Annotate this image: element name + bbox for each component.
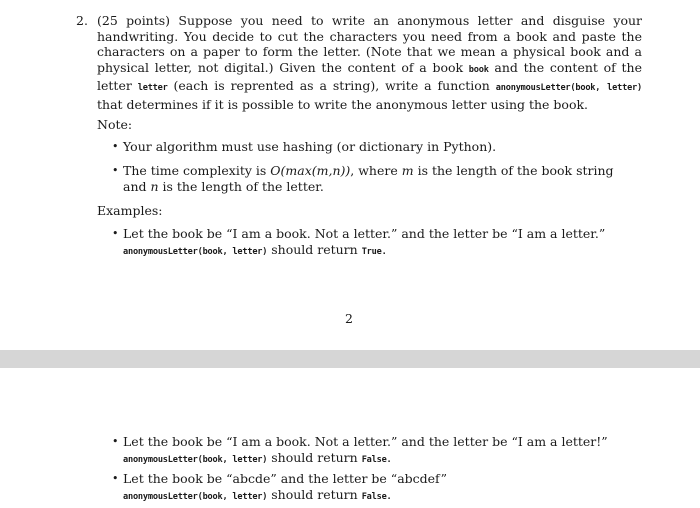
note-bullet-text <box>123 163 640 194</box>
example-return-text: should return <box>267 241 362 257</box>
problem-intro-4: that determines if it is possible to write the anonymous letter using the book. <box>97 96 589 112</box>
example-code: anonymousLetter(book, letter) <box>123 454 268 465</box>
code-book: book <box>468 64 489 75</box>
bullet-icon: • <box>112 164 119 177</box>
complexity-text-c: is the length of the book string and <box>123 163 614 194</box>
code-function-signature: anonymousLetter(book, letter) <box>495 83 642 94</box>
note-bullet-text: Your algorithm must use hashing (or dictionary in Python). <box>123 139 497 154</box>
code-letter: letter <box>137 83 168 94</box>
problem-intro-1: (25 points) Suppose you need to write an anonymous letter and disguise your handwriting. You decide to cut the characters you need from a book and paste the characters on a paper to form the letter. (Note that we mean a physical book and a physical letter, not digital.) Given the content of a book <box>97 13 642 75</box>
example-body <box>123 434 640 468</box>
example-text: Let the book be “I am a book. Not a letter.” and the letter be “I am a letter!” <box>123 434 608 449</box>
example-value: True. <box>361 246 387 257</box>
problem-number: 2. <box>76 13 88 28</box>
example-3 <box>112 471 640 505</box>
note-label: Note: <box>97 117 133 132</box>
example-value: False. <box>361 454 392 465</box>
page-number: 2 <box>345 311 353 326</box>
example-body <box>123 471 640 505</box>
page-separator <box>0 350 700 368</box>
example-text: Let the book be “abcde” and the letter be “abcdef” <box>123 471 447 486</box>
note-bullet-hashing <box>112 139 640 155</box>
example-result <box>123 242 640 261</box>
bullet-icon: • <box>112 227 119 240</box>
bullet-icon: • <box>112 472 119 485</box>
bullet-icon: • <box>112 435 119 448</box>
example-code: anonymousLetter(book, letter) <box>123 246 268 257</box>
examples-label: Examples: <box>97 203 163 218</box>
example-code: anonymousLetter(book, letter) <box>123 491 268 502</box>
problem-intro-3: (each is reprented as a string), write a function <box>167 78 496 94</box>
example-body <box>123 226 640 260</box>
example-value: False. <box>361 491 392 502</box>
var-n: n <box>150 178 159 194</box>
problem-intro-2: and the content of the letter <box>97 59 642 94</box>
complexity-text-d: is the length of the letter. <box>158 178 324 194</box>
example-2 <box>112 434 640 468</box>
complexity-text-a: The time complexity is <box>123 163 271 178</box>
example-text: Let the book be “I am a book. Not a letter.” and the letter be “I am a letter.” <box>123 226 606 241</box>
example-result <box>123 487 640 506</box>
complexity-formula: O(max(m,n)) <box>270 163 351 178</box>
problem-2 <box>76 13 642 113</box>
example-return-text: should return <box>267 486 362 502</box>
problem-statement <box>97 13 642 113</box>
example-result <box>123 450 640 469</box>
complexity-text-b: , where <box>350 163 402 178</box>
bullet-icon: • <box>112 140 119 153</box>
note-bullet-complexity <box>112 163 640 194</box>
example-1 <box>112 226 640 260</box>
var-m: m <box>401 163 414 178</box>
example-return-text: should return <box>267 449 362 465</box>
